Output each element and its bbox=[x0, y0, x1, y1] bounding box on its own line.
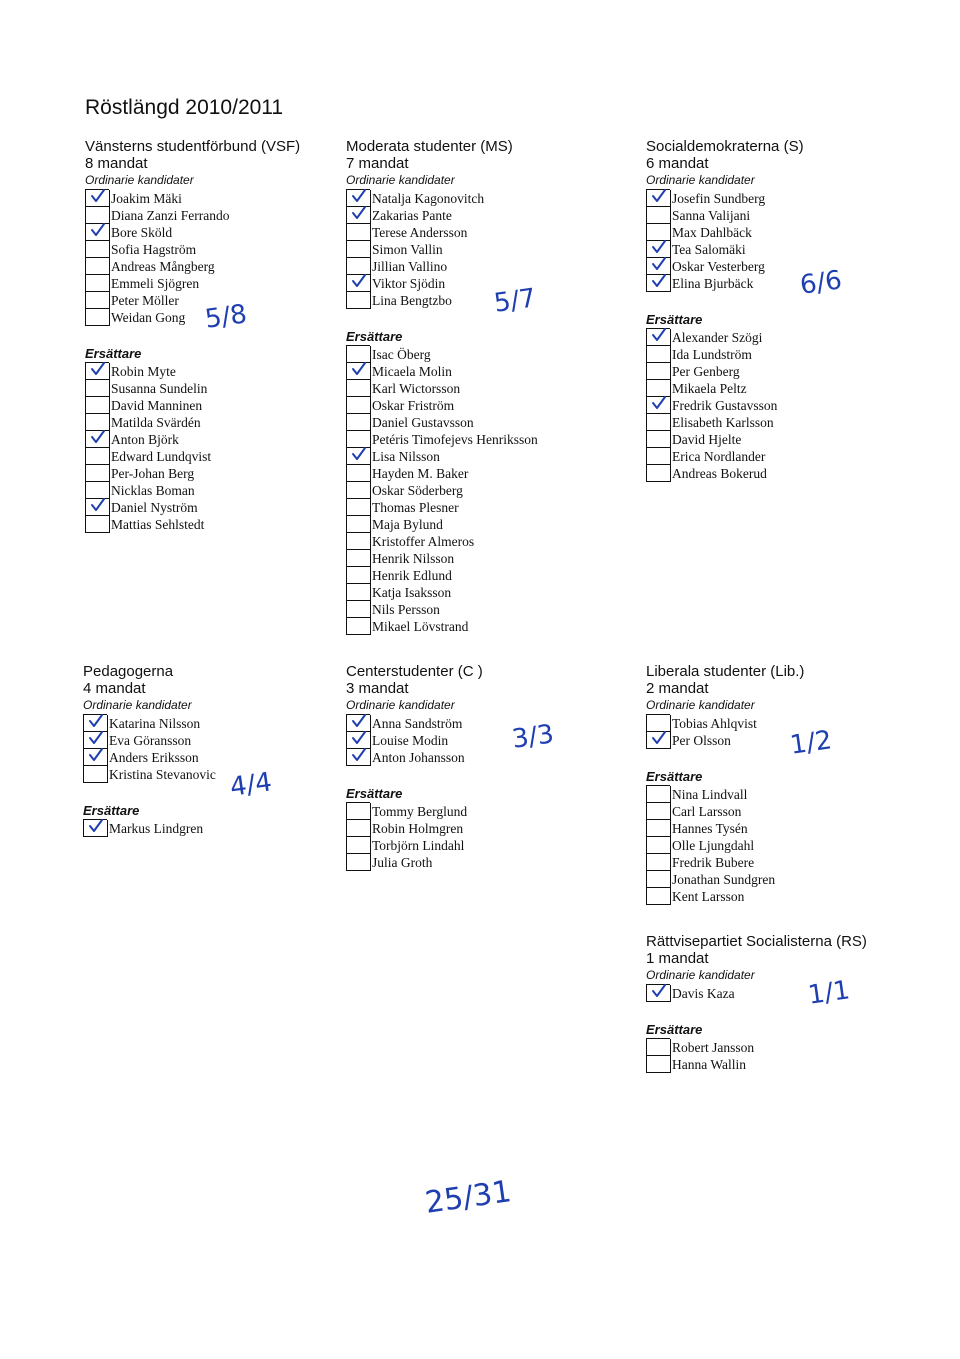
checkmark-icon bbox=[88, 818, 104, 834]
candidate-checkbox[interactable] bbox=[346, 601, 371, 618]
candidate-name: Robin Holmgren bbox=[372, 821, 464, 836]
candidate-checkbox[interactable] bbox=[646, 207, 671, 224]
candidate-checkbox[interactable] bbox=[346, 448, 371, 465]
party-lib bbox=[646, 663, 936, 905]
candidate-name: Sofia Hagström bbox=[111, 242, 197, 257]
candidate-row bbox=[646, 888, 745, 905]
candidate-row bbox=[646, 431, 742, 448]
candidate-checkbox[interactable] bbox=[346, 584, 371, 601]
candidate-row bbox=[646, 275, 754, 292]
checkmark-icon bbox=[651, 395, 667, 411]
tally-pedagogerna: 4/4 bbox=[228, 767, 274, 803]
candidate-name: Julia Groth bbox=[372, 855, 433, 870]
candidate-list bbox=[346, 189, 485, 309]
tally-c: 3/3 bbox=[510, 719, 556, 755]
party-rs bbox=[646, 933, 936, 1073]
candidate-row bbox=[346, 820, 464, 837]
candidate-row bbox=[346, 550, 455, 567]
candidate-name: Fredrik Bubere bbox=[672, 855, 755, 870]
candidate-checkbox[interactable] bbox=[646, 363, 671, 380]
candidate-row bbox=[346, 516, 443, 533]
candidate-checkbox[interactable] bbox=[346, 207, 371, 224]
candidate-name: Anders Eriksson bbox=[109, 750, 199, 765]
checkmark-icon bbox=[90, 429, 106, 445]
candidate-name: Per-Johan Berg bbox=[111, 466, 195, 481]
candidate-checkbox[interactable] bbox=[646, 1039, 671, 1056]
candidate-name: Carl Larsson bbox=[672, 804, 742, 819]
candidate-checkbox[interactable] bbox=[346, 820, 371, 837]
candidate-checkbox[interactable] bbox=[85, 499, 110, 516]
candidate-checkbox[interactable] bbox=[85, 448, 110, 465]
candidate-name: Viktor Sjödin bbox=[372, 276, 446, 291]
party-c bbox=[346, 663, 636, 871]
candidate-row bbox=[346, 533, 475, 550]
party-mandat: 2 mandat bbox=[646, 680, 709, 697]
candidate-name: Isac Öberg bbox=[372, 347, 431, 362]
candidate-checkbox[interactable] bbox=[346, 363, 371, 380]
candidate-row bbox=[346, 854, 433, 871]
candidate-name: Robert Jansson bbox=[672, 1040, 755, 1055]
candidate-name: Joakim Mäki bbox=[111, 191, 182, 206]
checkmark-icon bbox=[351, 446, 367, 462]
candidate-row bbox=[646, 1039, 755, 1056]
candidate-checkbox[interactable] bbox=[85, 292, 110, 309]
candidate-name: Per Genberg bbox=[672, 364, 740, 379]
candidate-name: Oskar Vesterberg bbox=[672, 259, 765, 274]
candidate-row bbox=[646, 1056, 747, 1073]
candidate-row bbox=[83, 820, 204, 837]
party-name: Liberala studenter (Lib.) bbox=[646, 663, 805, 680]
party-ms bbox=[346, 138, 636, 635]
candidate-row bbox=[346, 567, 452, 584]
candidate-checkbox[interactable] bbox=[346, 550, 371, 567]
ersattare-heading: Ersättare bbox=[83, 803, 140, 818]
candidate-row bbox=[85, 465, 195, 482]
checkmark-icon bbox=[90, 497, 106, 513]
candidate-name: Sanna Valijani bbox=[672, 208, 751, 223]
candidate-row bbox=[85, 448, 212, 465]
candidate-row bbox=[646, 820, 748, 837]
party-mandat: 3 mandat bbox=[346, 680, 409, 697]
candidate-checkbox[interactable] bbox=[646, 837, 671, 854]
candidate-list bbox=[646, 785, 776, 905]
ordinarie-heading: Ordinarie kandidater bbox=[83, 698, 192, 712]
ordinarie-heading: Ordinarie kandidater bbox=[85, 173, 194, 187]
candidate-name: Katja Isaksson bbox=[372, 585, 452, 600]
candidate-checkbox[interactable] bbox=[83, 766, 108, 783]
candidate-checkbox[interactable] bbox=[646, 803, 671, 820]
candidate-row bbox=[346, 499, 459, 516]
candidate-list bbox=[346, 345, 538, 635]
party-name: Vänsterns studentförbund (VSF) bbox=[85, 138, 301, 155]
candidate-row bbox=[346, 448, 440, 465]
candidate-checkbox[interactable] bbox=[346, 224, 371, 241]
candidate-name: Andreas Mångberg bbox=[111, 259, 215, 274]
party-name: Rättvisepartiet Socialisterna (RS) bbox=[646, 933, 867, 950]
candidate-name: Jonathan Sundgren bbox=[672, 872, 776, 887]
candidate-name: Kent Larsson bbox=[672, 889, 745, 904]
party-mandat: 7 mandat bbox=[346, 155, 409, 172]
candidate-row bbox=[346, 241, 443, 258]
checkmark-icon bbox=[88, 747, 104, 763]
candidate-checkbox[interactable] bbox=[346, 465, 371, 482]
candidate-row bbox=[346, 465, 469, 482]
candidate-checkbox[interactable] bbox=[646, 431, 671, 448]
candidate-name: Weidan Gong bbox=[111, 310, 186, 325]
candidate-row bbox=[646, 448, 766, 465]
ersattare-heading: Ersättare bbox=[85, 346, 142, 361]
party-name: Centerstudenter (C ) bbox=[346, 663, 483, 680]
tally-vsf: 5/8 bbox=[203, 299, 249, 335]
candidate-row bbox=[346, 803, 468, 820]
checkmark-icon bbox=[351, 361, 367, 377]
candidate-row bbox=[83, 749, 199, 766]
candidate-checkbox[interactable] bbox=[346, 482, 371, 499]
page-title: Röstlängd 2010/2011 bbox=[85, 96, 284, 119]
candidate-row bbox=[85, 292, 179, 309]
candidate-checkbox[interactable] bbox=[346, 380, 371, 397]
checkmark-icon bbox=[351, 730, 367, 746]
candidate-name: Torbjörn Lindahl bbox=[372, 838, 465, 853]
candidate-name: Oskar Friström bbox=[372, 398, 455, 413]
candidate-row bbox=[85, 309, 186, 326]
candidate-name: Louise Modin bbox=[372, 733, 449, 748]
checkmark-icon bbox=[90, 222, 106, 238]
candidate-name: Tea Salomäki bbox=[672, 242, 746, 257]
candidate-name: Katarina Nilsson bbox=[109, 716, 201, 731]
candidate-name: Diana Zanzi Ferrando bbox=[111, 208, 230, 223]
candidate-list bbox=[646, 714, 757, 749]
candidate-row bbox=[346, 749, 465, 766]
candidate-checkbox[interactable] bbox=[83, 749, 108, 766]
candidate-name: Zakarias Pante bbox=[372, 208, 452, 223]
candidate-name: Davis Kaza bbox=[672, 986, 735, 1001]
candidate-row bbox=[346, 414, 474, 431]
party-mandat: 8 mandat bbox=[85, 155, 148, 172]
candidate-name: Kristoffer Almeros bbox=[372, 534, 475, 549]
candidate-name: Fredrik Gustavsson bbox=[672, 398, 778, 413]
candidate-row bbox=[646, 190, 766, 207]
candidate-list bbox=[83, 819, 204, 837]
candidate-checkbox[interactable] bbox=[85, 190, 110, 207]
candidate-checkbox[interactable] bbox=[346, 241, 371, 258]
candidate-name: David Manninen bbox=[111, 398, 203, 413]
candidate-checkbox[interactable] bbox=[346, 414, 371, 431]
candidate-row bbox=[346, 292, 452, 309]
tally-lib: 1/2 bbox=[788, 725, 834, 761]
candidate-list bbox=[646, 1038, 755, 1073]
candidate-name: Natalja Kagonovitch bbox=[372, 191, 485, 206]
ersattare-heading: Ersättare bbox=[346, 786, 403, 801]
candidate-name: Lina Bengtzbo bbox=[372, 293, 452, 308]
candidate-name: Henrik Nilsson bbox=[372, 551, 455, 566]
checkmark-icon bbox=[351, 747, 367, 763]
candidate-list bbox=[346, 714, 465, 766]
candidate-row bbox=[646, 854, 755, 871]
checkmark-icon bbox=[651, 239, 667, 255]
candidate-name: Hayden M. Baker bbox=[372, 466, 469, 481]
candidate-checkbox[interactable] bbox=[85, 258, 110, 275]
candidate-row bbox=[646, 803, 742, 820]
candidate-row bbox=[646, 465, 767, 482]
candidate-checkbox[interactable] bbox=[646, 1056, 671, 1073]
candidate-row bbox=[646, 363, 740, 380]
candidate-name: Robin Myte bbox=[111, 364, 176, 379]
checkmark-icon bbox=[88, 730, 104, 746]
candidate-checkbox[interactable] bbox=[646, 871, 671, 888]
tally-rs: 1/1 bbox=[806, 975, 852, 1011]
ersattare-heading: Ersättare bbox=[646, 769, 703, 784]
candidate-name: Alexander Szögi bbox=[672, 330, 763, 345]
candidate-name: Markus Lindgren bbox=[109, 821, 204, 836]
candidate-checkbox[interactable] bbox=[346, 803, 371, 820]
ordinarie-heading: Ordinarie kandidater bbox=[346, 698, 455, 712]
ordinarie-heading: Ordinarie kandidater bbox=[646, 698, 755, 712]
party-pedagogerna bbox=[83, 663, 373, 837]
candidate-name: Nicklas Boman bbox=[111, 483, 195, 498]
candidate-checkbox[interactable] bbox=[346, 533, 371, 550]
candidate-checkbox[interactable] bbox=[646, 732, 671, 749]
candidate-row bbox=[346, 584, 452, 601]
candidate-checkbox[interactable] bbox=[346, 292, 371, 309]
candidate-row bbox=[646, 732, 731, 749]
checkmark-icon bbox=[651, 273, 667, 289]
candidate-checkbox[interactable] bbox=[85, 309, 110, 326]
candidate-name: Erica Nordlander bbox=[672, 449, 766, 464]
candidate-name: Bore Sköld bbox=[111, 225, 173, 240]
candidate-row bbox=[646, 871, 776, 888]
candidate-list bbox=[646, 984, 735, 1002]
ordinarie-heading: Ordinarie kandidater bbox=[346, 173, 455, 187]
candidate-checkbox[interactable] bbox=[346, 516, 371, 533]
candidate-checkbox[interactable] bbox=[646, 985, 671, 1002]
candidate-row bbox=[85, 190, 182, 207]
candidate-checkbox[interactable] bbox=[646, 786, 671, 803]
candidate-name: Andreas Bokerud bbox=[672, 466, 767, 481]
candidate-name: Josefin Sundberg bbox=[672, 191, 766, 206]
candidate-checkbox[interactable] bbox=[346, 275, 371, 292]
candidate-name: Jillian Vallino bbox=[372, 259, 448, 274]
candidate-checkbox[interactable] bbox=[646, 820, 671, 837]
candidate-name: Hannes Tysén bbox=[672, 821, 748, 836]
candidate-checkbox[interactable] bbox=[646, 448, 671, 465]
checkmark-icon bbox=[90, 188, 106, 204]
party-name: Pedagogerna bbox=[83, 663, 174, 680]
candidate-row bbox=[346, 207, 452, 224]
candidate-name: Elina Bjurbäck bbox=[672, 276, 754, 291]
candidate-checkbox[interactable] bbox=[346, 749, 371, 766]
candidate-row bbox=[85, 241, 197, 258]
candidate-name: Thomas Plesner bbox=[372, 500, 459, 515]
party-mandat: 6 mandat bbox=[646, 155, 709, 172]
ordinarie-heading: Ordinarie kandidater bbox=[646, 173, 755, 187]
candidate-row bbox=[646, 329, 763, 346]
candidate-checkbox[interactable] bbox=[646, 465, 671, 482]
candidate-checkbox[interactable] bbox=[346, 618, 371, 635]
candidate-name: Peter Möller bbox=[111, 293, 179, 308]
candidate-row bbox=[85, 516, 205, 533]
candidate-row bbox=[646, 837, 755, 854]
candidate-name: Matilda Svärdén bbox=[111, 415, 201, 430]
candidate-name: Daniel Nyström bbox=[111, 500, 198, 515]
party-name: Moderata studenter (MS) bbox=[346, 138, 513, 155]
candidate-row bbox=[85, 258, 215, 275]
candidate-row bbox=[85, 224, 173, 241]
candidate-name: Nils Persson bbox=[372, 602, 440, 617]
candidate-checkbox[interactable] bbox=[646, 888, 671, 905]
candidate-name: Henrik Edlund bbox=[372, 568, 452, 583]
checkmark-icon bbox=[651, 256, 667, 272]
candidate-row bbox=[85, 499, 198, 516]
candidate-row bbox=[346, 601, 440, 618]
candidate-name: Max Dahlbäck bbox=[672, 225, 752, 240]
checkmark-icon bbox=[351, 273, 367, 289]
candidate-row bbox=[346, 482, 463, 499]
candidate-checkbox[interactable] bbox=[85, 465, 110, 482]
candidate-name: Edward Lundqvist bbox=[111, 449, 212, 464]
candidate-checkbox[interactable] bbox=[646, 414, 671, 431]
checkmark-icon bbox=[90, 361, 106, 377]
candidate-name: Tobias Ahlqvist bbox=[672, 716, 757, 731]
checkmark-icon bbox=[351, 713, 367, 729]
checkmark-icon bbox=[88, 713, 104, 729]
candidate-name: Elisabeth Karlsson bbox=[672, 415, 774, 430]
candidate-name: Nina Lindvall bbox=[672, 787, 748, 802]
candidate-name: Hanna Wallin bbox=[672, 1057, 747, 1072]
candidate-name: Tommy Berglund bbox=[372, 804, 468, 819]
candidate-row bbox=[85, 431, 179, 448]
candidate-name: Mikaela Peltz bbox=[672, 381, 747, 396]
candidate-row bbox=[83, 766, 216, 783]
candidate-checkbox[interactable] bbox=[646, 275, 671, 292]
candidate-name: Anton Björk bbox=[111, 432, 179, 447]
tally-total: 25/31 bbox=[422, 1174, 514, 1221]
ersattare-heading: Ersättare bbox=[646, 312, 703, 327]
candidate-row bbox=[346, 363, 452, 380]
candidate-checkbox[interactable] bbox=[85, 224, 110, 241]
candidate-checkbox[interactable] bbox=[85, 241, 110, 258]
candidate-name: Anton Johansson bbox=[372, 750, 465, 765]
candidate-name: Anna Sandström bbox=[372, 716, 463, 731]
candidate-checkbox[interactable] bbox=[646, 346, 671, 363]
candidate-name: Daniel Gustavsson bbox=[372, 415, 474, 430]
candidate-row bbox=[346, 397, 455, 414]
candidate-row bbox=[85, 363, 176, 380]
candidate-checkbox[interactable] bbox=[646, 329, 671, 346]
candidate-list bbox=[346, 802, 468, 871]
candidate-checkbox[interactable] bbox=[85, 397, 110, 414]
candidate-name: Petéris Timofejevs Henriksson bbox=[372, 432, 538, 447]
party-vsf bbox=[85, 138, 375, 533]
candidate-row bbox=[346, 618, 469, 635]
tally-ms: 5/7 bbox=[492, 283, 538, 319]
candidate-name: Mattias Sehlstedt bbox=[111, 517, 205, 532]
candidate-list bbox=[85, 189, 230, 326]
ersattare-heading: Ersättare bbox=[346, 329, 403, 344]
candidate-row bbox=[646, 207, 751, 224]
candidate-row bbox=[346, 275, 446, 292]
candidate-name: Per Olsson bbox=[672, 733, 731, 748]
candidate-name: Maja Bylund bbox=[372, 517, 443, 532]
candidate-row bbox=[85, 275, 200, 292]
checkmark-icon bbox=[351, 205, 367, 221]
candidate-row bbox=[646, 985, 735, 1002]
checkmark-icon bbox=[651, 188, 667, 204]
candidate-row bbox=[346, 837, 465, 854]
party-s bbox=[646, 138, 936, 482]
checkmark-icon bbox=[651, 327, 667, 343]
candidate-checkbox[interactable] bbox=[85, 516, 110, 533]
party-mandat: 1 mandat bbox=[646, 950, 709, 967]
ordinarie-heading: Ordinarie kandidater bbox=[646, 968, 755, 982]
candidate-checkbox[interactable] bbox=[83, 820, 108, 837]
candidate-checkbox[interactable] bbox=[346, 567, 371, 584]
candidate-row bbox=[646, 414, 774, 431]
candidate-name: Kristina Stevanovic bbox=[109, 767, 216, 782]
candidate-row bbox=[646, 397, 778, 414]
candidate-checkbox[interactable] bbox=[346, 854, 371, 871]
candidate-row bbox=[85, 397, 203, 414]
candidate-row bbox=[646, 786, 748, 803]
candidate-row bbox=[646, 346, 752, 363]
candidate-checkbox[interactable] bbox=[346, 397, 371, 414]
party-name: Socialdemokraterna (S) bbox=[646, 138, 804, 155]
candidate-name: Micaela Molin bbox=[372, 364, 452, 379]
candidate-row bbox=[346, 380, 461, 397]
candidate-name: Oskar Söderberg bbox=[372, 483, 463, 498]
checkmark-icon bbox=[351, 188, 367, 204]
candidate-name: Eva Göransson bbox=[109, 733, 192, 748]
candidate-checkbox[interactable] bbox=[85, 431, 110, 448]
candidate-name: Ida Lundström bbox=[672, 347, 752, 362]
candidate-checkbox[interactable] bbox=[646, 397, 671, 414]
candidate-checkbox[interactable] bbox=[646, 190, 671, 207]
candidate-name: Lisa Nilsson bbox=[372, 449, 440, 464]
candidate-name: Susanna Sundelin bbox=[111, 381, 208, 396]
candidate-checkbox[interactable] bbox=[85, 380, 110, 397]
tally-s: 6/6 bbox=[798, 265, 844, 301]
ersattare-heading: Ersättare bbox=[646, 1022, 703, 1037]
candidate-checkbox[interactable] bbox=[346, 499, 371, 516]
candidate-name: Simon Vallin bbox=[372, 242, 443, 257]
candidate-row bbox=[346, 224, 468, 241]
candidate-checkbox[interactable] bbox=[646, 854, 671, 871]
candidate-list bbox=[85, 362, 212, 533]
candidate-list bbox=[83, 714, 216, 783]
checkmark-icon bbox=[651, 983, 667, 999]
candidate-name: Terese Andersson bbox=[372, 225, 468, 240]
candidate-name: Olle Ljungdahl bbox=[672, 838, 755, 853]
candidate-list bbox=[646, 328, 778, 482]
checkmark-icon bbox=[651, 730, 667, 746]
candidate-row bbox=[85, 380, 208, 397]
candidate-name: Emmeli Sjögren bbox=[111, 276, 200, 291]
candidate-name: Karl Wictorsson bbox=[372, 381, 461, 396]
party-mandat: 4 mandat bbox=[83, 680, 146, 697]
candidate-list bbox=[646, 189, 766, 292]
candidate-checkbox[interactable] bbox=[85, 363, 110, 380]
candidate-name: Mikael Lövstrand bbox=[372, 619, 469, 634]
candidate-checkbox[interactable] bbox=[85, 275, 110, 292]
candidate-checkbox[interactable] bbox=[346, 837, 371, 854]
candidate-name: David Hjelte bbox=[672, 432, 742, 447]
